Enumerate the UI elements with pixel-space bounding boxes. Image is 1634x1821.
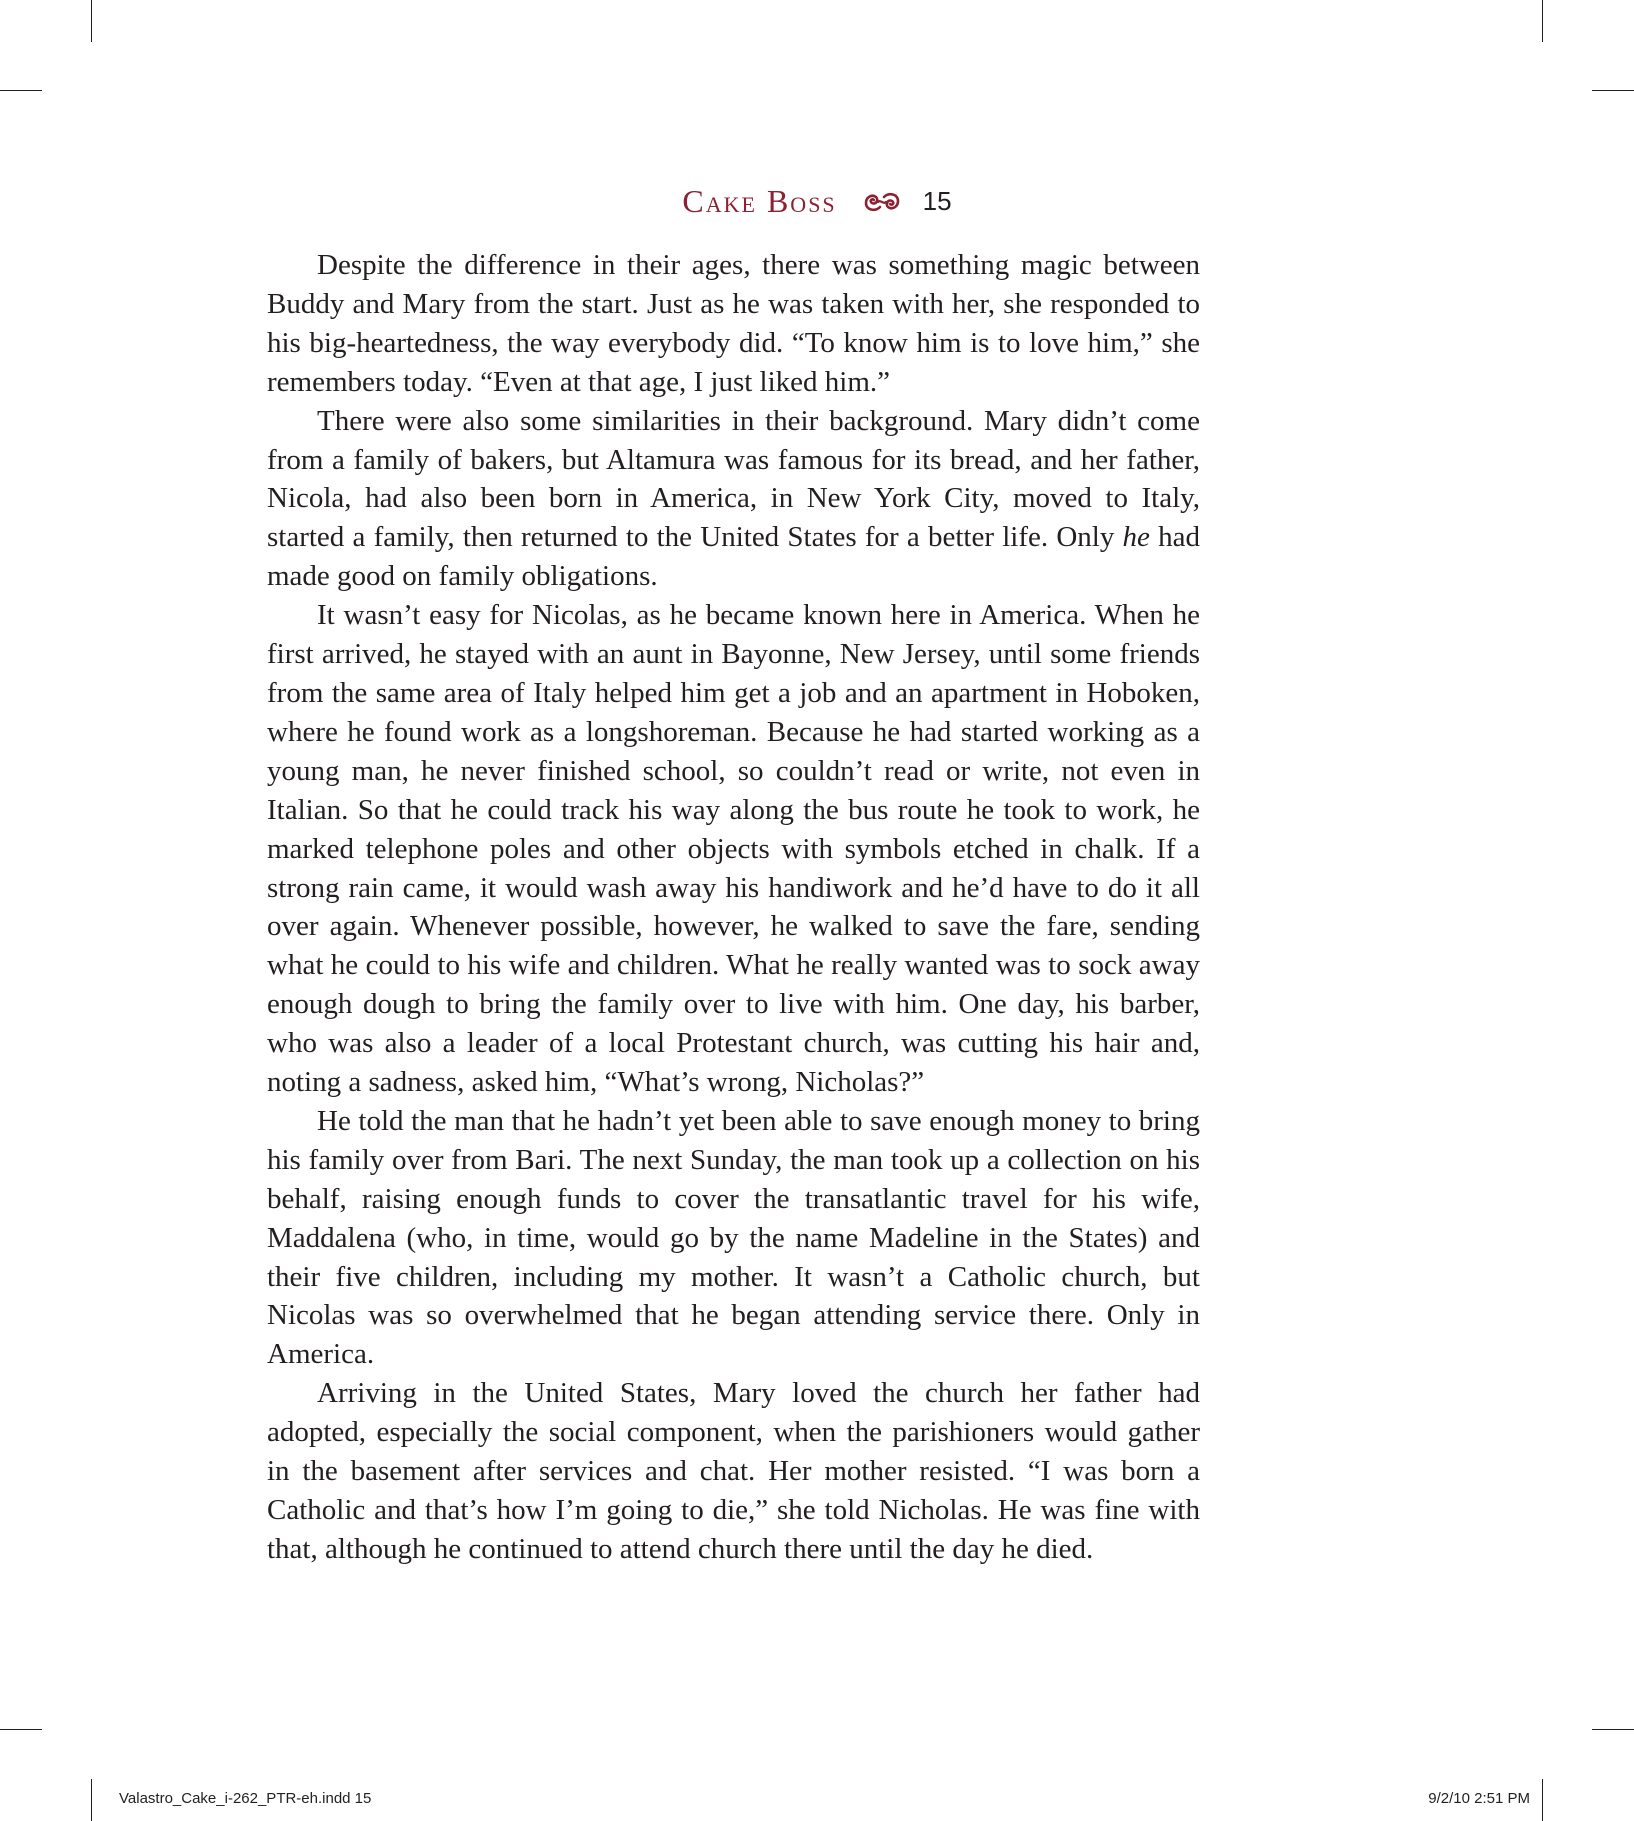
crop-mark-top-right-horizontal [1592, 90, 1634, 91]
slug-file-info: Valastro_Cake_i-262_PTR-eh.indd 15 [119, 1790, 372, 1807]
paragraph-3: It wasn’t easy for Nicolas, as he became known here in America. When he first arrived, he stayed with an aunt in Bayonne, New Jersey, until some friends from the same area of Italy helped him get a job and an apartment in Hoboken, where he found work as a longshoreman. Because he had started working as a young man, he never finished school, so couldn’t read or write, not even in Italian. So that he could track his way along the bus route he took to work, he marked telephone poles and other objects with symbols etched in chalk. If a strong rain came, it would wash away his handiwork and he’d have to do it all over again. Whenever possible, however, he walked to save the fare, sending what he could to his wife and children. What he really wanted was to sock away enough dough to bring the family over to live with him. One day, his barber, who was also a leader of a local Protestant church, was cutting his hair and, noting a sadness, asked him, “What’s wrong, Nicholas?” [267, 599, 1200, 1099]
crop-mark-bottom-left-horizontal [0, 1729, 42, 1730]
body-text [267, 246, 1200, 1569]
crop-mark-top-left-vertical [91, 0, 92, 42]
book-title: Cake Boss [682, 183, 837, 219]
paragraph-2-text-start: There were also some similarities in their background. Mary didn’t come from a family of bakers, but Altamura was famous for its bread, and her father, Nicola, had also been born in America, in New York City, moved to Italy, started a family, then returned to the United States for a better life. Only [267, 404, 1200, 554]
page-number: 15 [922, 186, 952, 216]
scroll-ornament-icon [863, 191, 901, 213]
paragraph-2 [267, 402, 1200, 597]
crop-mark-top-right-vertical [1542, 0, 1543, 42]
crop-mark-bottom-right-vertical [1542, 1779, 1543, 1821]
crop-mark-bottom-right-horizontal [1592, 1729, 1634, 1730]
crop-mark-top-left-horizontal [0, 90, 42, 91]
paragraph-5: Arriving in the United States, Mary loved the church her father had adopted, especially the social component, when the parishioners would gather in the basement after services and chat. Her mother resisted. “I was born a Catholic and that’s how I’m going to die,” she told Nicholas. He was fine with that, although he continued to attend church there until the day he died. [267, 1377, 1200, 1565]
running-head [0, 183, 1634, 220]
paragraph-4: He told the man that he hadn’t yet been able to save enough money to bring his family over from Bari. The next Sunday, the man took up a collection on his behalf, raising enough funds to cover the transatlantic travel for his wife, Maddalena (who, in time, would go by the name Madeline in the States) and their five children, including my mother. It wasn’t a Catholic church, but Nicolas was so overwhelmed that he began attending service there. Only in America. [267, 1104, 1200, 1371]
paragraph-1: Despite the difference in their ages, there was something magic between Buddy and Mary from the start. Just as he was taken with her, she responded to his big-heartedness, the way everybody did. “To know him is to love him,” she remembers today. “Even at that age, I just liked him.” [267, 249, 1200, 398]
paragraph-2-text-end: had made good on family obligations. [267, 521, 1201, 593]
slug-date-time: 9/2/10 2:51 PM [1428, 1790, 1530, 1807]
paragraph-2-emphasis: he [1122, 521, 1150, 554]
crop-mark-bottom-left-vertical [91, 1779, 92, 1821]
